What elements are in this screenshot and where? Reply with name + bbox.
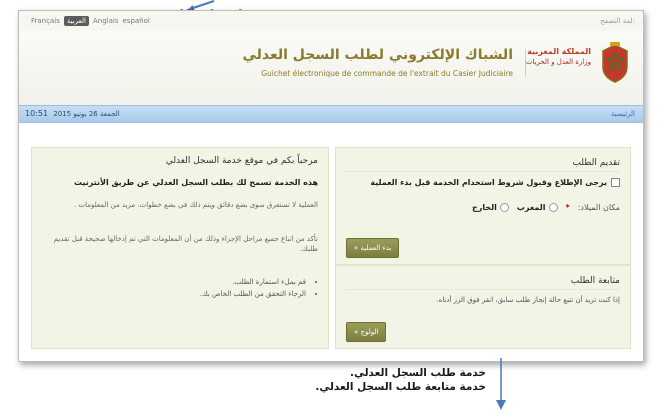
welcome-paragraph-1: العملية لا تستغرق سوى بضع دقائق ويتم ذلك في بضع خطوات. مزيد من المعلومات . bbox=[74, 201, 318, 209]
welcome-title: مرحباً بكم في موقع خدمة السجل العدلي bbox=[165, 156, 318, 166]
utility-bar bbox=[19, 11, 643, 32]
site-title-french: Guichet électronique de commande de l'extrait du Casier Judiciaire bbox=[261, 69, 513, 78]
welcome-steps-list bbox=[200, 276, 318, 300]
option-abroad-label: الخارج bbox=[471, 203, 497, 212]
birthplace-label: مكان الميلاد: bbox=[577, 203, 620, 212]
submit-request-panel bbox=[335, 147, 631, 265]
panel-divider bbox=[346, 289, 620, 290]
annotation-service-follow: خدمة متابعة طلب السجل العدلي. bbox=[315, 381, 486, 393]
browsing-help[interactable]: لمة التصفح: bbox=[600, 17, 635, 25]
follow-description: إذا كنت تريد أن تتبع حالة إنجاز طلب سابق، انقر فوق الزر أدناه. bbox=[436, 296, 620, 304]
start-process-button[interactable]: بدء العملية » bbox=[346, 238, 399, 258]
lang-spanish[interactable]: español bbox=[122, 17, 150, 25]
welcome-paragraph-2: تأكد من اتباع جميع مراحل الإجراء وذلك من أن المعلومات التي تم إدخالها صحيحة قبل تقديم طلبك. bbox=[53, 235, 318, 253]
kingdom-label bbox=[526, 47, 591, 67]
terms-label: يرجى الإطلاع وقبول شروط استخدام الخدمة قبل بدء العملية bbox=[370, 178, 607, 187]
annotation-service-request: خدمة طلب السجل العدلي. bbox=[349, 367, 486, 379]
welcome-panel bbox=[31, 147, 329, 349]
lang-arabic[interactable]: العربية bbox=[64, 16, 89, 26]
option-morocco[interactable] bbox=[517, 203, 558, 212]
lang-english[interactable]: Anglais bbox=[93, 17, 119, 25]
annotation-services bbox=[315, 366, 486, 394]
list-item: • الرجاء التحقق من الطلب الخاص بك. bbox=[200, 288, 306, 300]
radio-abroad[interactable] bbox=[500, 203, 509, 212]
current-datetime bbox=[25, 109, 120, 118]
annotation-arrow-bottom-icon bbox=[494, 356, 508, 412]
kingdom-name: المملكة المغربية bbox=[527, 47, 591, 56]
required-marker: * bbox=[565, 203, 570, 212]
terms-checkbox-row bbox=[370, 178, 620, 187]
lang-french[interactable]: Français bbox=[31, 17, 60, 25]
option-morocco-label: المغرب bbox=[516, 203, 546, 212]
birthplace-row bbox=[472, 203, 620, 212]
panel-divider bbox=[346, 171, 620, 172]
language-selector bbox=[31, 16, 150, 26]
submit-panel-title: تقديم الطلب bbox=[572, 158, 620, 168]
current-date: 2015 الجمعة 26 يونيو bbox=[53, 110, 120, 118]
site-title-arabic: الشباك الإلكتروني لطلب السجل العدلي bbox=[242, 47, 513, 63]
access-button[interactable]: الولوج » bbox=[346, 322, 386, 342]
follow-request-panel bbox=[335, 265, 631, 349]
list-item: • قم بملء استمارة الطلب. bbox=[200, 276, 306, 288]
terms-checkbox[interactable] bbox=[611, 178, 620, 187]
header-divider bbox=[525, 49, 526, 77]
browser-screenshot bbox=[18, 10, 644, 362]
welcome-intro: هذه الخدمة تسمح لك بطلب السجل العدلي عن طريق الأنترنيت bbox=[74, 178, 318, 187]
follow-panel-title: متابعة الطلب bbox=[570, 276, 620, 286]
option-abroad[interactable] bbox=[472, 203, 509, 212]
site-header bbox=[19, 31, 643, 107]
current-time: 10:51 bbox=[25, 109, 49, 118]
radio-morocco[interactable] bbox=[549, 203, 558, 212]
moroccan-emblem-icon bbox=[597, 41, 633, 85]
nav-bar bbox=[19, 105, 643, 123]
ministry-name: وزارة العدل و الحريات bbox=[525, 58, 591, 66]
nav-home-link[interactable]: الرئيسية bbox=[610, 110, 635, 118]
